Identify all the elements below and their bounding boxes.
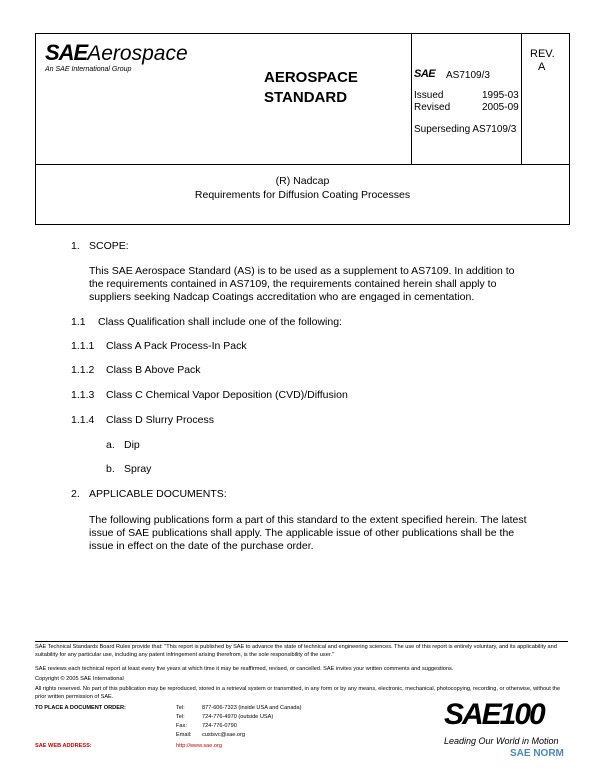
section-1-1-number: 1.1 — [71, 316, 86, 328]
item-a-text: Dip — [124, 439, 140, 451]
web-address-link[interactable]: http://www.sae.org — [176, 743, 223, 749]
title-line2: Requirements for Diffusion Coating Processes — [194, 189, 411, 201]
logo-sae-text: SAE — [45, 40, 88, 65]
tel1-value: 877-606-7323 (inside USA and Canada) — [202, 705, 302, 711]
logo-subtitle: An SAE International Group — [45, 66, 132, 73]
sae100-tagline: Leading Our World in Motion — [444, 736, 559, 746]
section-2-paragraph: The following publications form a part of this standard to the extent specified herein. The latest issue of SAE publications shall apply. The applicable issue of other publications shall be the issue in effect on the date of the purchase order. — [89, 514, 527, 552]
doc-type-line2: STANDARD — [264, 89, 348, 106]
footer-rights-text: All rights reserved. No part of this publication may be reproduced, stored in a retrieval system or transmitted, in any form or by any means, electronic, mechanical, photocopying, recording, or otherwise, without the prior written permission of SAE. — [35, 686, 561, 700]
footer-copyright: Copyright © 2005 SAE International — [35, 676, 124, 682]
footer-review-text: SAE reviews each technical report at least every five years at which time it may be reaffirmed, revised, or cancelled. SAE invites your written comments and suggestions. — [35, 666, 454, 672]
section-1-1-3-number: 1.1.3 — [71, 389, 95, 401]
section-1-1-text: Class Qualification shall include one of the following: — [98, 316, 342, 328]
doc-type-line1: AEROSPACE — [264, 69, 358, 86]
superseding-note: Superseding AS7109/3 — [414, 124, 517, 135]
email-value[interactable]: custsvc@sae.org — [202, 732, 245, 738]
order-label: TO PLACE A DOCUMENT ORDER: — [35, 705, 126, 711]
logo-aerospace-text: Aerospace — [87, 42, 188, 65]
footer-rules-text: SAE Technical Standards Board Rules provide that: "This report is published by SAE to advance the state of technical and engineering sciences. The use of this report is entirely voluntary, and its applicability and suitability for any particular use, including any patent infringement arising therefrom, is the sole responsibility of the user." — [35, 644, 557, 658]
section-2-heading: APPLICABLE DOCUMENTS: — [89, 488, 227, 500]
title-box — [35, 163, 570, 225]
doc-number: AS7109/3 — [446, 70, 490, 81]
section-1-1-3-text: Class C Chemical Vapor Deposition (CVD)/Diffusion — [106, 389, 348, 401]
section-1-1-1-text: Class A Pack Process-In Pack — [106, 340, 247, 352]
section-1-number: 1. — [71, 240, 80, 252]
issued-value: 1995-03 — [482, 90, 519, 101]
fax-label: Fax: — [176, 723, 187, 729]
section-1-1-2-text: Class B Above Pack — [106, 364, 201, 376]
section-2-number: 2. — [71, 488, 80, 500]
sae-mark-logo: SAE — [414, 68, 436, 80]
section-1-paragraph: This SAE Aerospace Standard (AS) is to be used as a supplement to AS7109. In addition to the requirements contained in AS7109, the requirements contained herein shall apply to suppliers seeking Nadcap Coatings accreditation who are engaged in cementation. — [89, 265, 515, 303]
tel2-label: Tel: — [176, 714, 185, 720]
web-address-label: SAE WEB ADDRESS: — [35, 743, 92, 749]
revised-value: 2005-09 — [482, 102, 519, 113]
revised-label: Revised — [414, 102, 451, 113]
tel1-label: Tel: — [176, 705, 185, 711]
section-1-1-2-number: 1.1.2 — [71, 364, 95, 376]
sae100-logo: SAE100 — [444, 698, 544, 731]
section-1-heading: SCOPE: — [89, 240, 129, 252]
tel2-value: 724-776-4970 (outside USA) — [202, 714, 274, 720]
section-1-1-1-number: 1.1.1 — [71, 340, 95, 352]
email-label: Email: — [176, 732, 192, 738]
footer-rule — [35, 641, 568, 642]
header-divider — [521, 34, 522, 164]
section-1-1-4-number: 1.1.4 — [71, 414, 95, 426]
header-divider — [411, 34, 412, 164]
fax-value: 724-776-0790 — [202, 723, 237, 729]
rev-value: A — [538, 61, 546, 73]
title-line1: (R) Nadcap — [275, 175, 330, 187]
sae-norm-watermark: SAE NORM — [510, 748, 564, 759]
section-1-1-4-text: Class D Slurry Process — [106, 414, 214, 426]
item-b-label: b. — [106, 463, 115, 475]
issued-label: Issued — [414, 90, 444, 101]
sae-aerospace-logo — [45, 40, 188, 66]
item-a-label: a. — [106, 439, 115, 451]
item-b-text: Spray — [124, 463, 152, 475]
rev-label: REV. — [530, 48, 555, 60]
